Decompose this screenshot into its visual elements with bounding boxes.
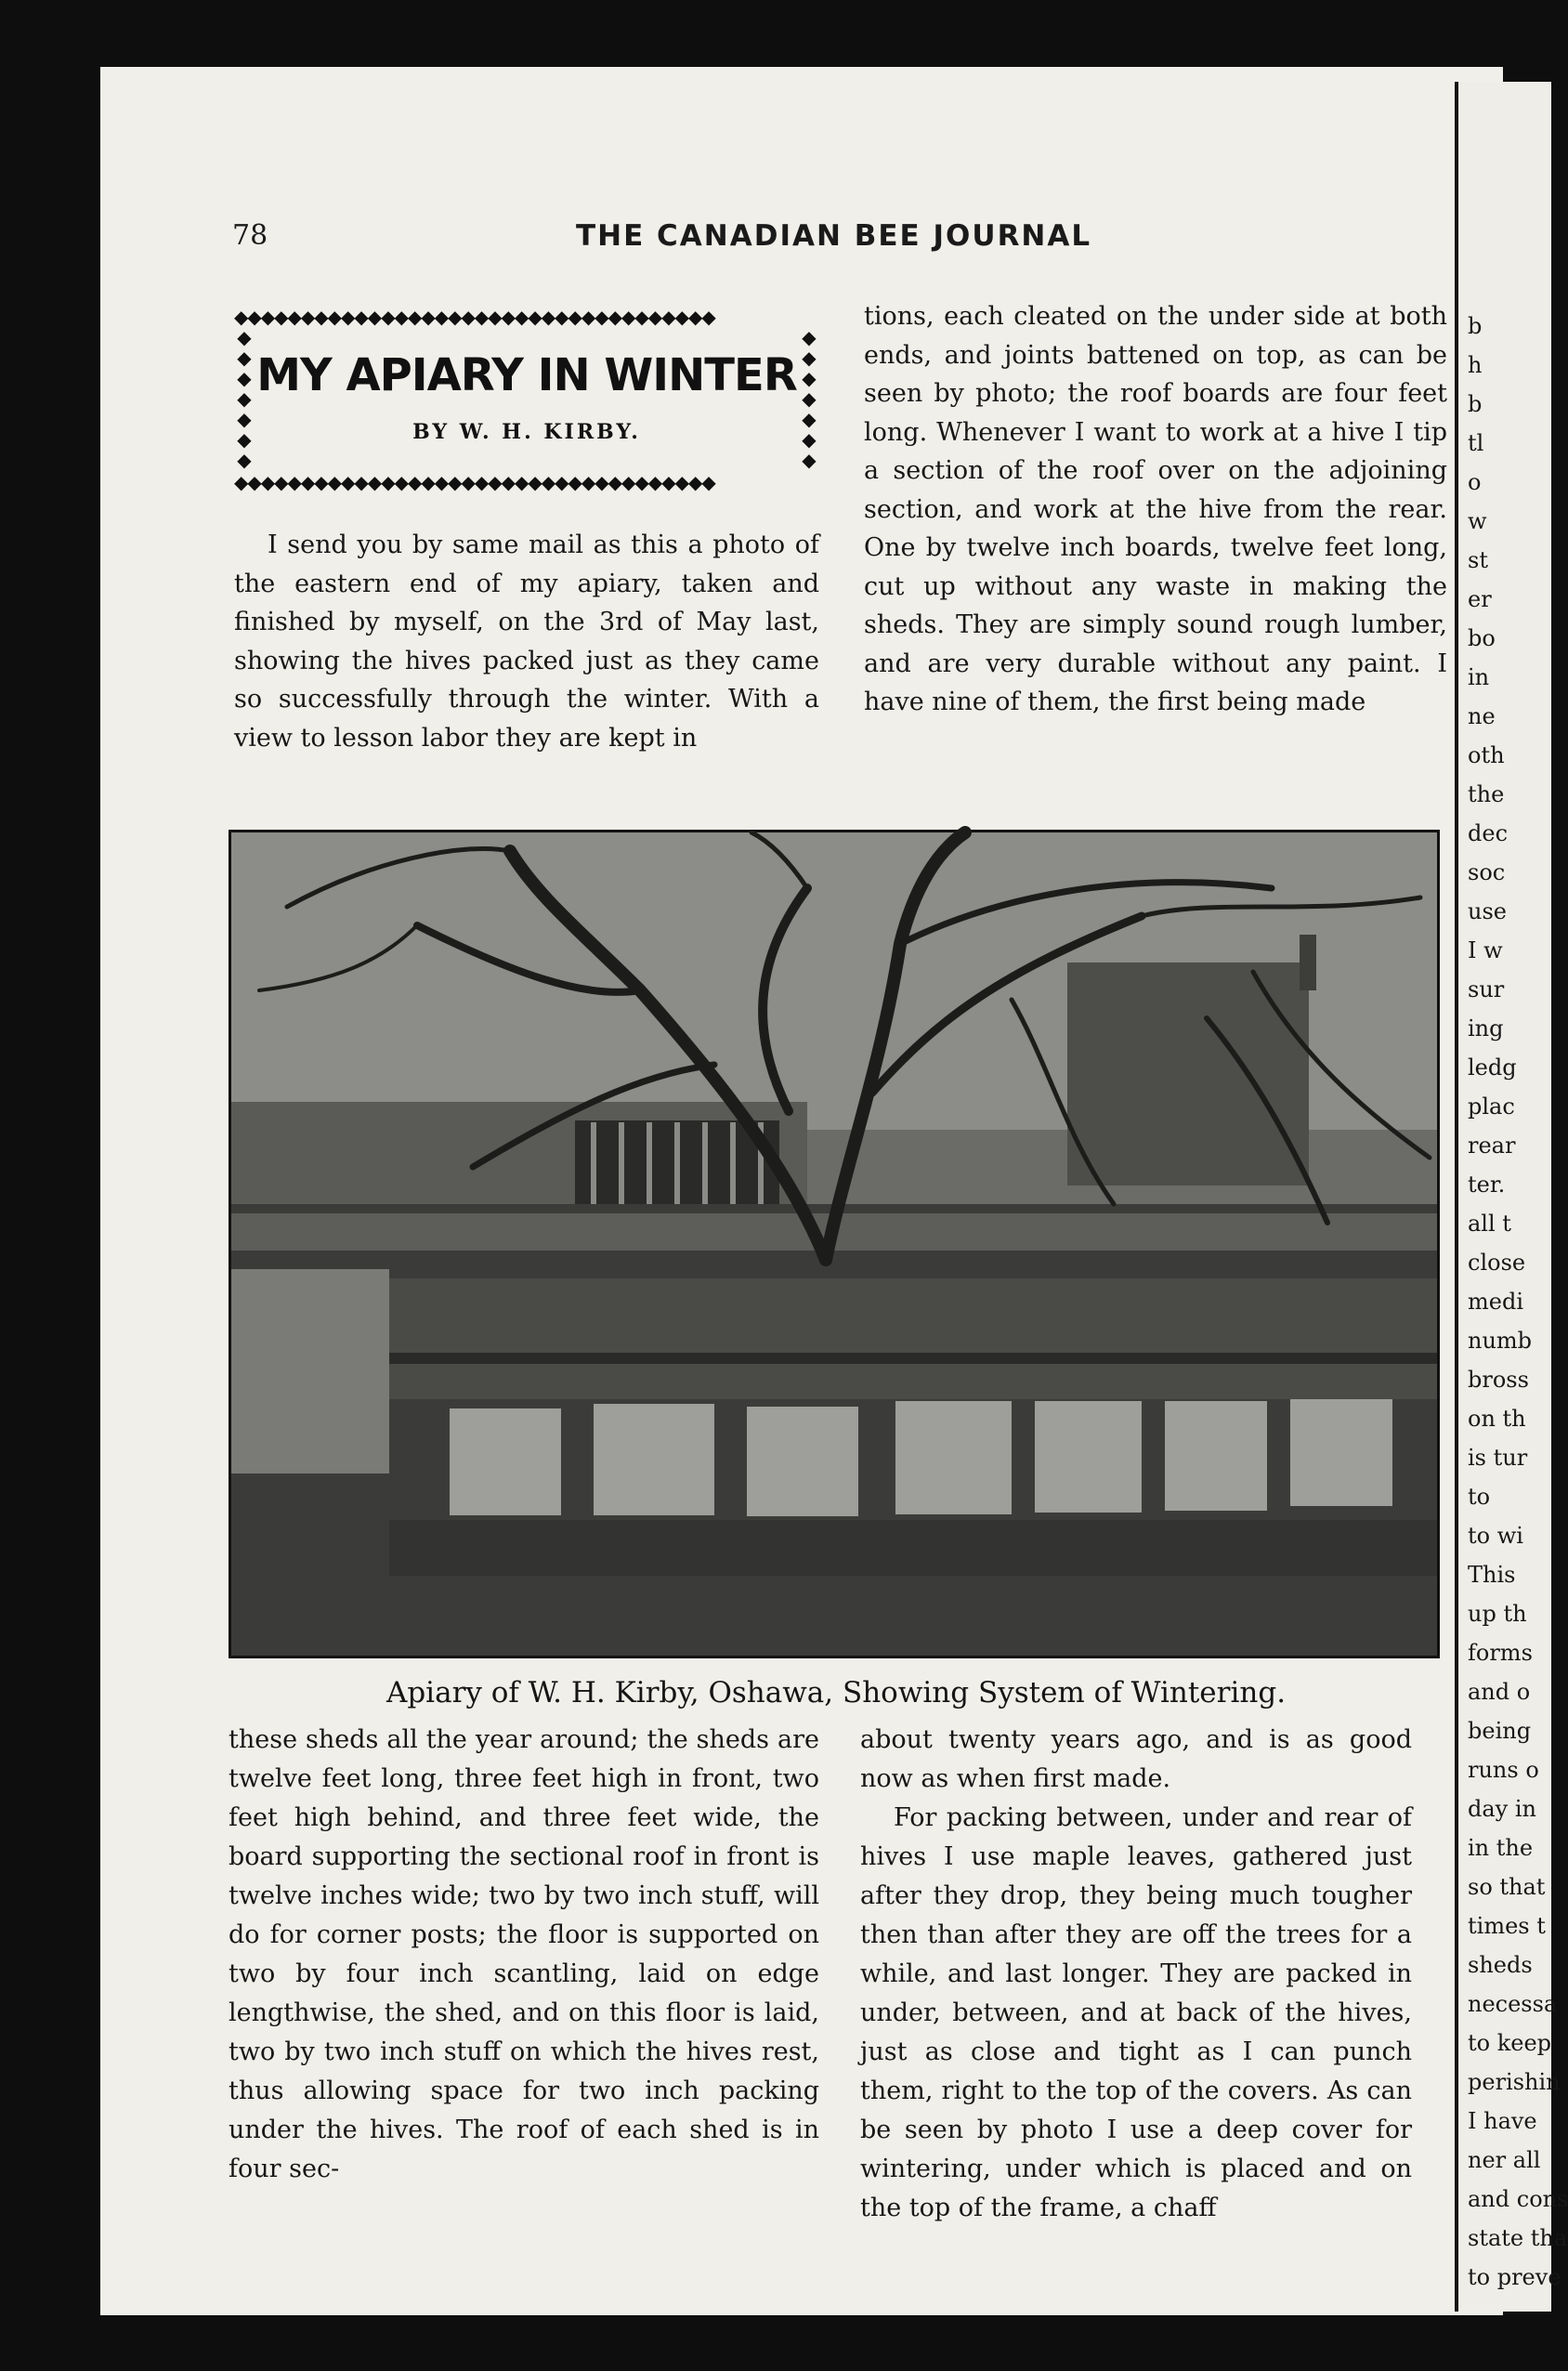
- article-title-box: [234, 307, 819, 492]
- adjacent-page-fragment: on th: [1468, 1406, 1526, 1432]
- adjacent-page-fragment: w: [1468, 508, 1487, 534]
- adjacent-page-fragment: up th: [1468, 1601, 1527, 1627]
- adjacent-page-fragment: o: [1468, 469, 1482, 495]
- adjacent-page-fragment: and cons: [1468, 2186, 1568, 2212]
- adjacent-page-fragment: dec: [1468, 820, 1509, 846]
- adjacent-page-fragment: This: [1468, 1562, 1516, 1588]
- adjacent-page-fragment: ing: [1468, 1015, 1504, 1041]
- adjacent-page-fragment: necessa: [1468, 1991, 1558, 2017]
- adjacent-page-fragment: bross: [1468, 1367, 1529, 1393]
- journal-title: THE CANADIAN BEE JOURNAL: [576, 219, 1092, 253]
- adjacent-page-fragment: to preve: [1468, 2264, 1561, 2290]
- adjacent-page-fragment: bo: [1468, 625, 1496, 651]
- page-number: 78: [232, 219, 268, 252]
- photo-caption: Apiary of W. H. Kirby, Oshawa, Showing System of Wintering.: [385, 1676, 1287, 1709]
- paragraph: For packing between, under and rear of hives I use maple leaves, gathered just after they drop, they being much tougher then than after they are off the trees for a while, and last longer. They are packed in under, between, and at back of the hives, just as close and tight as I can punch them, right to the top of the covers. As can be seen by photo I use a deep cover for wintering, under which is placed and on the top of the frame, a chaff: [860, 1803, 1412, 2222]
- column-1-bottom: [229, 1721, 819, 2189]
- ornamental-border-left: ◆ ◆ ◆ ◆ ◆ ◆ ◆: [237, 326, 252, 471]
- article-title: MY APIARY IN WINTER: [256, 349, 797, 401]
- adjacent-page-fragment: state tha: [1468, 2225, 1568, 2251]
- paragraph: tions, each cleated on the under side at both ends, and joints battened on top, as can be seen by photo; the roof boards are four feet long. Whenever I want to work at a hive I tip a section of the roof over on the adjoining section, and work at the hive from the rear. One by twelve inch boards, twelve feet long, cut up without any waste in making the sheds. They are simply sound rough lumber, and are very durable without any paint. I have nine of them, the first being made: [864, 302, 1447, 716]
- paragraph: I send you by same mail as this a photo of the eastern end of my apiary, taken and finished by myself, on the 3rd of May last, showing the hives packed just as they came so successfully through the winter. With a view to lesson labor they are kept in: [234, 531, 819, 753]
- adjacent-page-fragment: tl: [1468, 430, 1484, 456]
- adjacent-page-fragment: sur: [1468, 976, 1505, 1002]
- adjacent-page-fragment: h: [1468, 352, 1483, 378]
- adjacent-page-fragment: plac: [1468, 1094, 1515, 1120]
- adjacent-page-fragment: and o: [1468, 1679, 1531, 1705]
- article-byline: BY W. H. KIRBY.: [412, 420, 641, 444]
- adjacent-page-fragment: the: [1468, 781, 1505, 807]
- adjacent-page-fragment: being: [1468, 1718, 1532, 1744]
- ornamental-border-top: ◆◆◆◆◆◆◆◆◆◆◆◆◆◆◆◆◆◆◆◆◆◆◆◆◆◆◆◆◆◆◆◆◆◆◆◆: [234, 306, 715, 328]
- adjacent-page-fragment: in the: [1468, 1835, 1534, 1861]
- adjacent-page-fragments: [1468, 307, 1568, 2297]
- adjacent-page-fragment: to: [1468, 1484, 1491, 1510]
- adjacent-page-fragment: all t: [1468, 1211, 1511, 1237]
- adjacent-page-fragment: ne: [1468, 703, 1496, 729]
- adjacent-page-text: [1468, 307, 1568, 2297]
- adjacent-page-fragment: I have: [1468, 2108, 1537, 2134]
- paragraph: these sheds all the year around; the sheds are twelve feet long, three feet high in front, two feet high behind, and three feet wide, the board supporting the sectional roof in front is twelve inches wide; two by two inch stuff, will do for corner posts; the floor is supported on two by four inch scantling, laid on edge lengthwise, the shed, and on this floor is laid, two by two inch stuff on which the hives rest, thus allowing space for two inch packing under the hives. The roof of each shed is in four sec-: [229, 1725, 819, 2183]
- adjacent-page-fragment: soc: [1468, 859, 1506, 885]
- apiary-photograph: [229, 830, 1440, 1658]
- adjacent-page-fragment: to keep: [1468, 2030, 1552, 2056]
- adjacent-page-fragment: ner all: [1468, 2147, 1541, 2173]
- adjacent-page-fragment: st: [1468, 547, 1488, 573]
- adjacent-page-fragment: times t: [1468, 1913, 1546, 1939]
- adjacent-page-fragment: er: [1468, 586, 1492, 612]
- adjacent-page-fragment: numb: [1468, 1328, 1533, 1354]
- column-2-bottom: [860, 1721, 1412, 2228]
- adjacent-page-fragment: close: [1468, 1250, 1526, 1276]
- adjacent-page-fragment: sheds: [1468, 1952, 1533, 1978]
- adjacent-page-fragment: day in: [1468, 1796, 1536, 1822]
- ornamental-border-bottom: ◆◆◆◆◆◆◆◆◆◆◆◆◆◆◆◆◆◆◆◆◆◆◆◆◆◆◆◆◆◆◆◆◆◆◆◆: [234, 471, 715, 493]
- adjacent-page-fragment: b: [1468, 313, 1483, 339]
- column-1-top: [234, 526, 819, 757]
- adjacent-page-fragment: ter.: [1468, 1172, 1506, 1198]
- adjacent-page-fragment: runs o: [1468, 1757, 1539, 1783]
- adjacent-page-fragment: b: [1468, 391, 1483, 417]
- adjacent-page-fragment: perishin: [1468, 2069, 1561, 2095]
- adjacent-page-fragment: I w: [1468, 937, 1503, 963]
- adjacent-page-fragment: to wi: [1468, 1523, 1523, 1549]
- adjacent-page-fragment: oth: [1468, 742, 1505, 768]
- column-2-top: [864, 297, 1447, 722]
- adjacent-page-fragment: ledg: [1468, 1055, 1517, 1081]
- adjacent-page-fragment: is tur: [1468, 1445, 1528, 1471]
- adjacent-page-fragment: in: [1468, 664, 1490, 690]
- apiary-photo-image: [231, 832, 1437, 1656]
- paragraph: about twenty years ago, and is as good now as when first made.: [860, 1725, 1412, 1793]
- page-header: [232, 219, 1440, 256]
- adjacent-page-fragment: so that: [1468, 1874, 1546, 1900]
- adjacent-page-fragment: rear: [1468, 1133, 1516, 1159]
- ornamental-border-right: ◆ ◆ ◆ ◆ ◆ ◆ ◆: [802, 326, 817, 471]
- adjacent-page-fragment: medi: [1468, 1289, 1523, 1315]
- adjacent-page-fragment: forms: [1468, 1640, 1533, 1666]
- adjacent-page-fragment: use: [1468, 898, 1507, 924]
